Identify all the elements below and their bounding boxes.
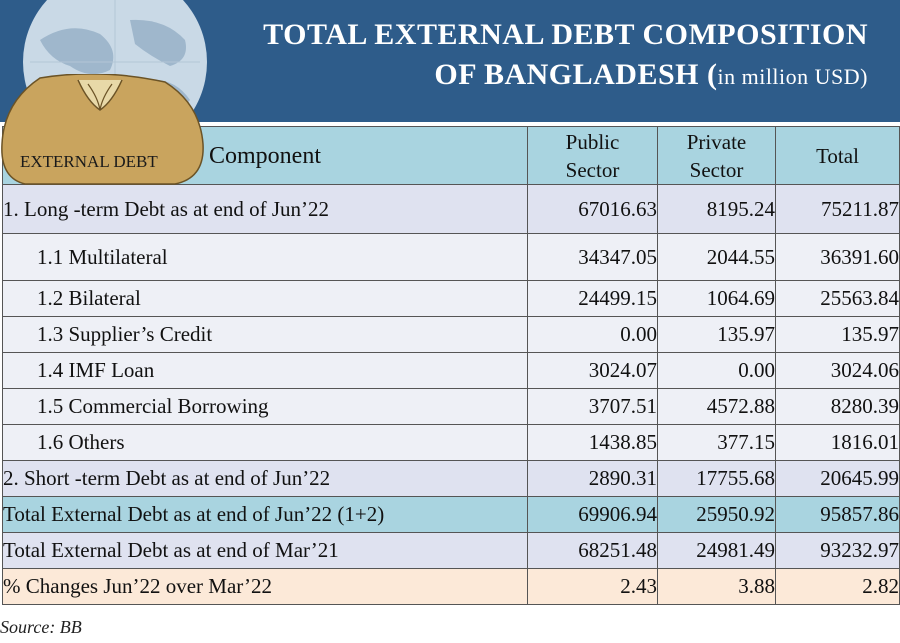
cell-total: 1816.01 (776, 425, 900, 461)
header-private-sector (658, 127, 776, 185)
table-row-short-term (3, 461, 900, 497)
table-row-imf-loan (3, 353, 900, 389)
chart-title-unit: in million USD) (717, 64, 868, 89)
row-label: 1.5 Commercial Borrowing (3, 389, 528, 425)
cell-public: 68251.48 (528, 533, 658, 569)
cell-total: 135.97 (776, 317, 900, 353)
cell-public: 2890.31 (528, 461, 658, 497)
cell-public: 2.43 (528, 569, 658, 605)
cell-total: 36391.60 (776, 234, 900, 281)
row-label: 1.2 Bilateral (3, 281, 528, 317)
debt-table (2, 126, 900, 605)
table-row-multilateral (3, 234, 900, 281)
header-public-sector-text: Public Sector (565, 129, 620, 182)
cell-public: 67016.63 (528, 185, 658, 234)
external-debt-badge: EXTERNAL DEBT (20, 152, 158, 171)
cell-total: 75211.87 (776, 185, 900, 234)
header-total: Total (776, 127, 900, 185)
row-label: Total External Debt as at end of Mar’21 (3, 533, 528, 569)
table-row-long-term (3, 185, 900, 234)
table-row-commercial-borrowing (3, 389, 900, 425)
cell-private: 24981.49 (658, 533, 776, 569)
cell-total: 25563.84 (776, 281, 900, 317)
cell-private: 2044.55 (658, 234, 776, 281)
row-label: 1.6 Others (3, 425, 528, 461)
table-row-total-mar21 (3, 533, 900, 569)
cell-public: 3707.51 (528, 389, 658, 425)
cell-public: 0.00 (528, 317, 658, 353)
row-label: 1.3 Supplier’s Credit (3, 317, 528, 353)
chart-title-line1: TOTAL EXTERNAL DEBT COMPOSITION (263, 18, 868, 51)
row-label: 1.1 Multilateral (3, 234, 528, 281)
cell-private: 25950.92 (658, 497, 776, 533)
cell-private: 3.88 (658, 569, 776, 605)
cell-public: 1438.85 (528, 425, 658, 461)
cell-private: 4572.88 (658, 389, 776, 425)
cell-total: 93232.97 (776, 533, 900, 569)
cell-total: 20645.99 (776, 461, 900, 497)
chart-title-line2-text: OF BANGLADESH ( (434, 58, 718, 91)
header-public-sector (528, 127, 658, 185)
header-private-sector-text: Private Sector (686, 129, 747, 182)
cell-total: 95857.86 (776, 497, 900, 533)
row-label: % Changes Jun’22 over Mar’22 (3, 569, 528, 605)
row-label: 2. Short -term Debt as at end of Jun’22 (3, 461, 528, 497)
cell-public: 24499.15 (528, 281, 658, 317)
cell-private: 1064.69 (658, 281, 776, 317)
header-component: Component (3, 127, 528, 185)
chart-title-line2 (434, 58, 868, 92)
row-label: 1. Long -term Debt as at end of Jun’22 (3, 185, 528, 234)
table-row-suppliers-credit (3, 317, 900, 353)
cell-total: 3024.06 (776, 353, 900, 389)
table-row-others (3, 425, 900, 461)
cell-public: 69906.94 (528, 497, 658, 533)
cell-private: 17755.68 (658, 461, 776, 497)
cell-total: 8280.39 (776, 389, 900, 425)
cell-private: 0.00 (658, 353, 776, 389)
row-label: 1.4 IMF Loan (3, 353, 528, 389)
cell-total: 2.82 (776, 569, 900, 605)
cell-private: 135.97 (658, 317, 776, 353)
cell-private: 377.15 (658, 425, 776, 461)
cell-public: 34347.05 (528, 234, 658, 281)
row-label: Total External Debt as at end of Jun’22 (1+2) (3, 497, 528, 533)
cell-private: 8195.24 (658, 185, 776, 234)
table-row-bilateral (3, 281, 900, 317)
table-row-percent-change (3, 569, 900, 605)
cell-public: 3024.07 (528, 353, 658, 389)
source-note: Source: BB (0, 617, 82, 637)
table-row-total-jun22 (3, 497, 900, 533)
